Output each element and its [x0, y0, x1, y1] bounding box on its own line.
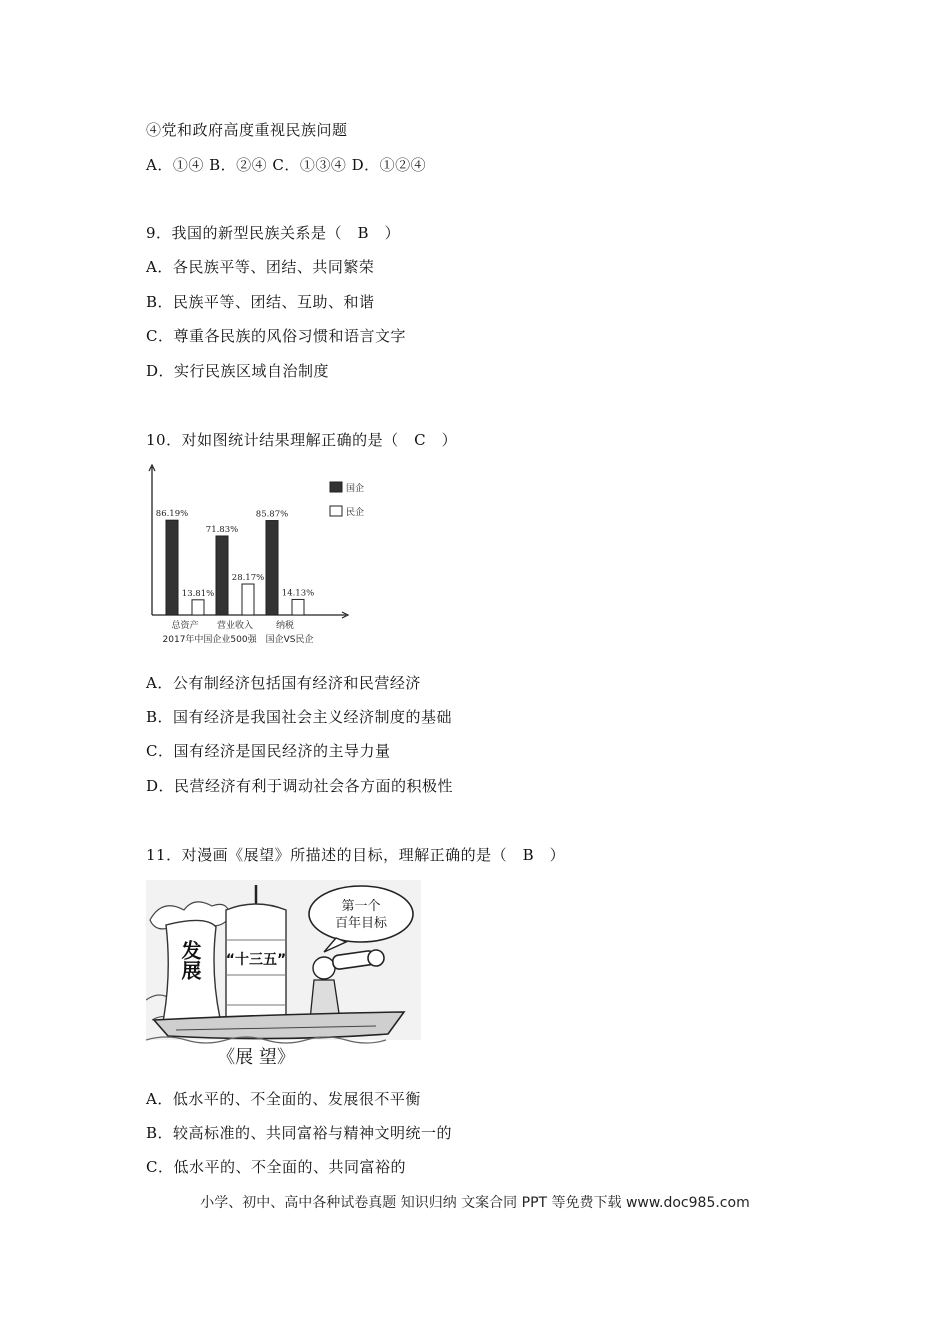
- legend-swatch: [330, 482, 342, 492]
- q10-option-d: D．民营经济有利于调动社会各方面的积极性: [146, 777, 454, 795]
- bar-state-2: [266, 521, 278, 615]
- q10-option-b: B．国有经济是我国社会主义经济制度的基础: [146, 708, 453, 726]
- sail-center-text: “十三五”: [225, 952, 287, 968]
- person-head: [313, 957, 335, 979]
- data-label: 28.17%: [231, 573, 265, 584]
- cartoon-caption: 《展 望》: [217, 1047, 295, 1068]
- page-footer: 小学、初中、高中各种试卷真题 知识归纳 文案合同 PPT 等免费下载 www.doc985.com: [200, 1195, 750, 1211]
- speech-bubble: [309, 886, 413, 942]
- bubble-line-2: 百年目标: [334, 916, 388, 931]
- bar-private-1: [242, 584, 254, 615]
- q9-option-c: C．尊重各民族的风俗习惯和语言文字: [146, 327, 406, 345]
- sail-left-text: 发展: [178, 940, 202, 980]
- q10-option-c: C．国有经济是国民经济的主导力量: [146, 742, 391, 760]
- q10-option-a: A．公有制经济包括国有经济和民营经济: [146, 674, 421, 692]
- data-label: 85.87%: [255, 509, 289, 520]
- data-label: 14.13%: [281, 588, 315, 599]
- cartoon-outlook: [146, 880, 426, 1070]
- q9-option-a: A．各民族平等、团结、共同繁荣: [146, 258, 375, 276]
- q9-option-d: D．实行民族区域自治制度: [146, 362, 330, 380]
- q8-choices: A．①④ B．②④ C．①③④ D．①②④: [146, 156, 427, 174]
- data-label: 71.83%: [205, 524, 239, 535]
- q11-option-c: C．低水平的、不全面的、共同富裕的: [146, 1158, 406, 1176]
- legend-swatch: [330, 506, 342, 516]
- q11-stem: 11．对漫画《展望》所描述的目标，理解正确的是（ B ）: [146, 846, 566, 864]
- bar-state-1: [216, 536, 228, 615]
- category-label: 营业收入: [216, 621, 254, 631]
- legend-label: 民企: [346, 508, 365, 518]
- bar-private-2: [292, 599, 304, 615]
- category-label: 纳税: [275, 621, 295, 631]
- legend-label: 国企: [346, 484, 365, 494]
- q11-option-b: B．较高标准的、共同富裕与精神文明统一的: [146, 1124, 453, 1142]
- q8-option-4: ④党和政府高度重视民族问题: [146, 121, 348, 139]
- bar-chart: [146, 462, 386, 654]
- bubble-line-1: 第一个: [341, 899, 381, 914]
- data-label: 86.19%: [155, 509, 189, 520]
- x-axis-title: 2017年中国企业500强 国企VS民企: [162, 635, 314, 645]
- bar-state-0: [166, 520, 178, 615]
- q11-option-a: A．低水平的、不全面的、发展很不平衡: [146, 1090, 421, 1108]
- category-label: 总资产: [171, 621, 199, 631]
- bar-private-0: [192, 600, 204, 615]
- data-label: 13.81%: [181, 588, 215, 599]
- q10-stem: 10．对如图统计结果理解正确的是（ C ）: [146, 431, 458, 449]
- q9-option-b: B．民族平等、团结、互助、和谐: [146, 293, 375, 311]
- q9-stem: 9．我国的新型民族关系是（ B ）: [146, 224, 401, 242]
